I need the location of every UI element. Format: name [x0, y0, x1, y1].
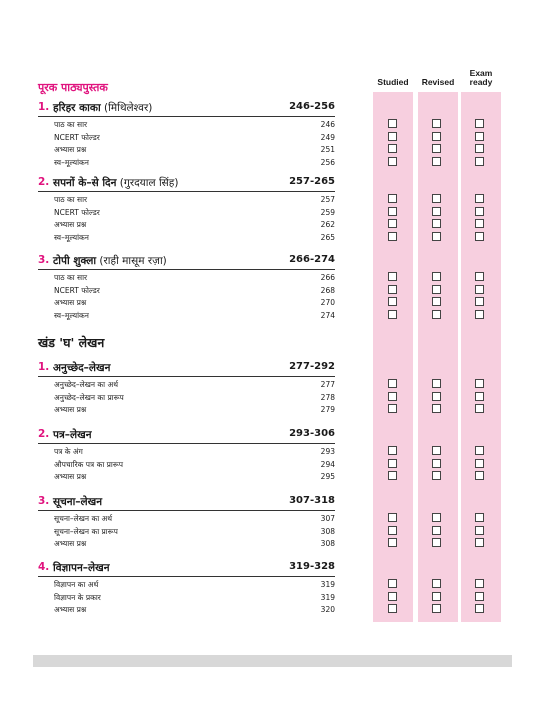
studied-checkbox[interactable] [388, 285, 397, 294]
chapter-title-text: विज्ञापन–लेखन [53, 562, 110, 574]
revised-checkbox[interactable] [432, 526, 441, 535]
exam-ready-checkbox[interactable] [475, 379, 484, 388]
revised-checkbox[interactable] [432, 392, 441, 401]
list-item [54, 158, 335, 170]
item-label: अनुच्छेद–लेखन का अर्थ [54, 380, 119, 389]
exam-ready-checkbox[interactable] [475, 446, 484, 455]
item-page-number: 308 [320, 526, 335, 536]
list-item [54, 393, 335, 405]
studied-checkbox[interactable] [388, 207, 397, 216]
item-label: अभ्यास प्रश्न [54, 405, 87, 415]
chapter-number: 3. [38, 495, 50, 507]
exam-ready-checkbox[interactable] [475, 404, 484, 413]
item-page-number: 251 [320, 145, 335, 155]
list-item [54, 311, 335, 323]
studied-checkbox[interactable] [388, 579, 397, 588]
revised-checkbox[interactable] [432, 404, 441, 413]
list-item [54, 286, 335, 298]
revised-checkbox[interactable] [432, 538, 441, 547]
item-page-number: 320 [320, 605, 335, 615]
revised-checkbox[interactable] [432, 119, 441, 128]
revised-checkbox[interactable] [432, 132, 441, 141]
studied-checkbox[interactable] [388, 157, 397, 166]
chapter-number: 1. [38, 361, 50, 373]
chapter-title-text: हरिहर काका [53, 102, 101, 114]
chapter-number: 2. [38, 428, 50, 440]
item-label: NCERT फोल्डर [54, 132, 100, 142]
studied-checkbox[interactable] [388, 297, 397, 306]
studied-checkbox[interactable] [388, 446, 397, 455]
exam-ready-checkbox[interactable] [475, 144, 484, 153]
item-label: पत्र के अंग [54, 447, 83, 456]
chapter-page-range: 257-265 [289, 176, 335, 187]
list-item [54, 405, 335, 417]
studied-checkbox[interactable] [388, 219, 397, 228]
studied-checkbox[interactable] [388, 604, 397, 613]
studied-checkbox[interactable] [388, 459, 397, 468]
item-page-number: 293 [320, 447, 335, 456]
revised-checkbox[interactable] [432, 379, 441, 388]
list-item [54, 273, 335, 285]
studied-checkbox[interactable] [388, 592, 397, 601]
studied-checkbox[interactable] [388, 526, 397, 535]
exam-ready-checkbox[interactable] [475, 538, 484, 547]
item-label: NCERT फोल्डर [54, 207, 100, 217]
item-label: अभ्यास प्रश्न [54, 605, 87, 615]
chapter-number: 2. [38, 176, 50, 188]
list-item [54, 527, 335, 539]
item-page-number: 274 [320, 310, 335, 320]
item-page-number: 259 [320, 207, 335, 217]
item-page-number: 308 [320, 539, 335, 549]
revised-checkbox[interactable] [432, 207, 441, 216]
chapter-title [53, 254, 167, 268]
item-page-number: 257 [320, 195, 335, 204]
chapter-author: (राही मासूम रज़ा) [96, 255, 167, 267]
footer-bar [33, 655, 512, 667]
chapter-row [38, 100, 335, 117]
chapter-title [53, 101, 152, 115]
chapter-title [53, 361, 110, 375]
exam-ready-checkbox[interactable] [475, 592, 484, 601]
exam-ready-checkbox[interactable] [475, 232, 484, 241]
list-item [54, 133, 335, 145]
chapter-title-text: अनुच्छेद–लेखन [53, 362, 111, 374]
item-page-number: 246 [320, 120, 335, 129]
list-item [54, 447, 335, 459]
exam-ready-checkbox[interactable] [475, 579, 484, 588]
chapter-number: 1. [38, 101, 50, 113]
exam-ready-checkbox[interactable] [475, 392, 484, 401]
item-label: NCERT फोल्डर [54, 285, 100, 295]
chapter-number: 4. [38, 561, 50, 573]
list-item [54, 460, 335, 472]
studied-checkbox[interactable] [388, 513, 397, 522]
exam-ready-checkbox[interactable] [475, 310, 484, 319]
chapter-title [53, 495, 102, 509]
exam-ready-checkbox[interactable] [475, 272, 484, 281]
studied-checkbox[interactable] [388, 310, 397, 319]
studied-checkbox[interactable] [388, 272, 397, 281]
item-label: अभ्यास प्रश्न [54, 472, 87, 482]
item-label: स्व–मूल्यांकन [54, 232, 89, 242]
item-label: औपचारिक पत्र का प्रारूप [54, 459, 123, 469]
item-page-number: 277 [320, 380, 335, 389]
chapter-row [38, 360, 335, 377]
exam-ready-checkbox[interactable] [475, 157, 484, 166]
chapter-page-range: 319-328 [289, 561, 335, 572]
revised-checkbox[interactable] [432, 310, 441, 319]
list-item [54, 580, 335, 592]
studied-column-header: Studied [377, 77, 409, 87]
item-page-number: 265 [320, 232, 335, 242]
exam-ready-checkbox[interactable] [475, 459, 484, 468]
item-label: अभ्यास प्रश्न [54, 220, 87, 230]
chapter-title-text: टोपी शुक्ला [53, 255, 97, 267]
studied-checkbox[interactable] [388, 538, 397, 547]
studied-checkbox[interactable] [388, 144, 397, 153]
revised-checkbox[interactable] [432, 579, 441, 588]
studied-checkbox[interactable] [388, 119, 397, 128]
chapter-row [38, 560, 335, 577]
revised-checkbox[interactable] [432, 194, 441, 203]
item-label: अभ्यास प्रश्न [54, 539, 87, 549]
studied-checkbox[interactable] [388, 392, 397, 401]
item-page-number: 249 [320, 132, 335, 142]
item-label: विज्ञापन के प्रकार [54, 592, 101, 602]
item-page-number: 319 [320, 592, 335, 602]
chapter-row [38, 494, 335, 511]
revised-column-header: Revised [421, 77, 455, 87]
item-page-number: 278 [320, 392, 335, 402]
exam-ready-checkbox[interactable] [475, 119, 484, 128]
section-title-supplementary: पूरक पाठ्यपुस्तक [38, 81, 108, 94]
list-item [54, 195, 335, 207]
item-page-number: 256 [320, 157, 335, 167]
revised-checkbox[interactable] [432, 471, 441, 480]
exam-ready-checkbox[interactable] [475, 526, 484, 535]
exam-ready-checkbox[interactable] [475, 194, 484, 203]
list-item [54, 298, 335, 310]
list-item [54, 120, 335, 132]
studied-checkbox[interactable] [388, 471, 397, 480]
chapter-title-text: पत्र–लेखन [53, 429, 92, 441]
chapter-author: (गुरदयाल सिंह) [116, 177, 179, 189]
revised-checkbox[interactable] [432, 297, 441, 306]
studied-checkbox[interactable] [388, 379, 397, 388]
list-item [54, 593, 335, 605]
item-page-number: 266 [320, 273, 335, 282]
revised-checkbox[interactable] [432, 219, 441, 228]
exam-ready-column-header: Exam ready [469, 68, 493, 87]
exam-ready-checkbox[interactable] [475, 513, 484, 522]
item-label: सूचना–लेखन का प्रारूप [54, 526, 118, 536]
item-page-number: 307 [320, 514, 335, 523]
chapter-page-range: 246-256 [289, 101, 335, 112]
chapter-page-range: 307-318 [289, 495, 335, 506]
studied-checkbox[interactable] [388, 194, 397, 203]
revised-checkbox[interactable] [432, 157, 441, 166]
revised-checkbox[interactable] [432, 604, 441, 613]
item-label: स्व–मूल्यांकन [54, 157, 89, 167]
chapter-title [53, 428, 92, 442]
item-label: पाठ का सार [54, 195, 88, 204]
revised-checkbox[interactable] [432, 144, 441, 153]
revised-checkbox[interactable] [432, 285, 441, 294]
chapter-author: (मिथिलेश्वर) [100, 102, 153, 114]
studied-checkbox[interactable] [388, 404, 397, 413]
chapter-title [53, 561, 110, 575]
studied-checkbox[interactable] [388, 232, 397, 241]
revised-checkbox[interactable] [432, 232, 441, 241]
item-label: अभ्यास प्रश्न [54, 298, 87, 308]
chapter-page-range: 293-306 [289, 428, 335, 439]
list-item [54, 472, 335, 484]
chapter-page-range: 266-274 [289, 254, 335, 265]
exam-ready-checkbox[interactable] [475, 285, 484, 294]
exam-ready-checkbox[interactable] [475, 207, 484, 216]
chapter-row [38, 253, 335, 270]
item-label: विज्ञापन का अर्थ [54, 580, 99, 589]
list-item [54, 380, 335, 392]
exam-ready-checkbox[interactable] [475, 471, 484, 480]
item-label: सूचना–लेखन का अर्थ [54, 514, 113, 523]
exam-ready-checkbox[interactable] [475, 219, 484, 228]
exam-ready-checkbox[interactable] [475, 297, 484, 306]
chapter-row [38, 427, 335, 444]
chapter-title [53, 176, 178, 190]
item-page-number: 319 [320, 580, 335, 589]
revised-checkbox[interactable] [432, 513, 441, 522]
chapter-page-range: 277-292 [289, 361, 335, 372]
item-label: अनुच्छेद–लेखन का प्रारूप [54, 392, 124, 402]
item-label: पाठ का सार [54, 120, 88, 129]
item-page-number: 294 [320, 459, 335, 469]
list-item [54, 605, 335, 617]
revised-checkbox[interactable] [432, 459, 441, 468]
revised-checkbox[interactable] [432, 592, 441, 601]
item-page-number: 268 [320, 285, 335, 295]
chapter-number: 3. [38, 254, 50, 266]
item-page-number: 262 [320, 220, 335, 230]
revised-checkbox[interactable] [432, 446, 441, 455]
item-page-number: 270 [320, 298, 335, 308]
chapter-title-text: सपनों के–से दिन [53, 177, 117, 189]
list-item [54, 514, 335, 526]
chapter-row [38, 175, 335, 192]
list-item [54, 539, 335, 551]
section-title-writing: खंड 'घ' लेखन [38, 335, 105, 350]
studied-checkbox[interactable] [388, 132, 397, 141]
item-label: स्व–मूल्यांकन [54, 310, 89, 320]
item-page-number: 295 [320, 472, 335, 482]
list-item [54, 220, 335, 232]
exam-ready-checkbox[interactable] [475, 604, 484, 613]
revised-checkbox[interactable] [432, 272, 441, 281]
chapter-title-text: सूचना–लेखन [53, 496, 103, 508]
item-page-number: 279 [320, 405, 335, 415]
item-label: पाठ का सार [54, 273, 88, 282]
list-item [54, 233, 335, 245]
exam-ready-checkbox[interactable] [475, 132, 484, 141]
item-label: अभ्यास प्रश्न [54, 145, 87, 155]
list-item [54, 208, 335, 220]
list-item [54, 145, 335, 157]
